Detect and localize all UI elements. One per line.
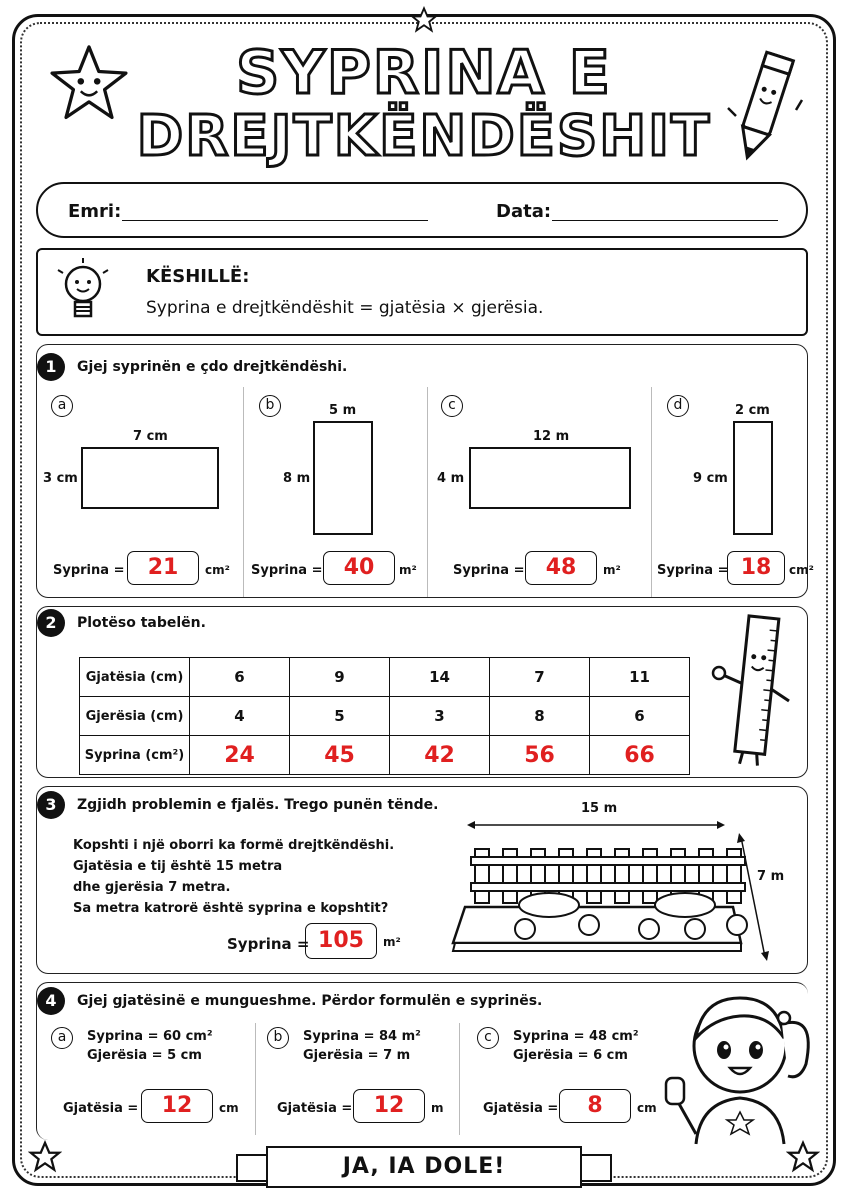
item-info: [513, 1027, 639, 1065]
section-instruction: Plotëso tabelën.: [77, 615, 206, 631]
section-instruction: Gjej syprinën e çdo drejtkëndëshi.: [77, 359, 348, 375]
problem-line: Gjatësia e tij është 15 metra: [73, 859, 283, 874]
table-cell: 11: [590, 658, 690, 697]
star-icon: [410, 6, 438, 34]
divider: [651, 387, 652, 597]
table-row: [80, 697, 690, 736]
table-row: [80, 736, 690, 775]
item-letter: b: [259, 395, 281, 417]
table-row: [80, 658, 690, 697]
problem-text: [73, 835, 394, 919]
section-instruction: Zgjidh problemin e fjalës. Trego punën tënde.: [77, 797, 439, 813]
unit: cm²: [205, 563, 230, 577]
item-letter: a: [51, 395, 73, 417]
item-info: [303, 1027, 421, 1065]
rectangle: [313, 421, 373, 535]
table-cell: 7: [490, 658, 590, 697]
rect-length: 12 m: [533, 429, 570, 444]
area-given: Syprina = 48 cm²: [513, 1029, 639, 1044]
unit: m²: [603, 563, 621, 577]
date-label: Data:: [496, 201, 552, 222]
garden-length: 15 m: [581, 801, 618, 816]
divider: [427, 387, 428, 597]
problem-line: Kopshti i një oborri ka formë drejtkëndëshi.: [73, 838, 395, 853]
item-letter: a: [51, 1027, 73, 1049]
area-label: Syprina =: [453, 563, 525, 578]
item-letter: b: [267, 1027, 289, 1049]
area-label: Syprina =: [227, 935, 310, 953]
section-1: [36, 344, 814, 598]
section-2: [36, 606, 808, 778]
width-given: Gjerësia = 6 cm: [513, 1048, 628, 1063]
unit: cm: [219, 1101, 239, 1115]
divider: [255, 1023, 256, 1135]
section-number: 3: [37, 791, 65, 819]
name-label: Emri:: [68, 201, 122, 222]
item-letter: c: [477, 1027, 499, 1049]
rect-width: 4 m: [437, 471, 465, 486]
area-label: Syprina =: [657, 563, 729, 578]
row-header: Gjatësia (cm): [80, 658, 190, 697]
table-cell: 6: [190, 658, 290, 697]
garden-width: 7 m: [757, 869, 785, 884]
garden-icon: [441, 817, 781, 967]
tip-title: KËSHILLË:: [146, 266, 250, 287]
rect-length: 2 cm: [735, 403, 770, 418]
answer-box[interactable]: 48: [525, 551, 597, 585]
answer-cell[interactable]: 24: [190, 736, 290, 775]
divider: [243, 387, 244, 597]
area-given: Syprina = 60 cm²: [87, 1029, 213, 1044]
unit: cm²: [789, 563, 814, 577]
rect-length: 7 cm: [133, 429, 168, 444]
rect-length: 5 m: [329, 403, 357, 418]
rect-width: 8 m: [283, 471, 311, 486]
answer-box[interactable]: 12: [141, 1089, 213, 1123]
section-number: 4: [37, 987, 65, 1015]
page-title-line2: DREJTKËNDËSHIT: [136, 104, 712, 169]
unit: m²: [399, 563, 417, 577]
table-cell: 9: [290, 658, 390, 697]
table-cell: 8: [490, 697, 590, 736]
area-given: Syprina = 84 m²: [303, 1029, 421, 1044]
answer-box[interactable]: 18: [727, 551, 785, 585]
problem-line: Sa metra katrorë është syprina e kopshtit?: [73, 901, 389, 916]
star-icon: [786, 1140, 820, 1174]
area-table: [79, 657, 690, 775]
area-label: Syprina =: [251, 563, 323, 578]
answer-cell[interactable]: 66: [590, 736, 690, 775]
rect-width: 9 cm: [693, 471, 728, 486]
page-title-line1: SYPRINA E: [236, 38, 612, 108]
answer-box[interactable]: 12: [353, 1089, 425, 1123]
section-instruction: Gjej gjatësinë e mungueshme. Përdor formulën e syprinës.: [77, 993, 543, 1009]
divider: [459, 1023, 460, 1135]
unit: cm: [637, 1101, 657, 1115]
row-header: Gjerësia (cm): [80, 697, 190, 736]
section-number: 1: [37, 353, 65, 381]
lightbulb-icon: [52, 256, 114, 332]
answer-box[interactable]: 40: [323, 551, 395, 585]
banner: JA, IA DOLE!: [266, 1146, 582, 1188]
table-cell: 4: [190, 697, 290, 736]
width-given: Gjerësia = 5 cm: [87, 1048, 202, 1063]
tip-text: Syprina e drejtkëndëshit = gjatësia × gjerësia.: [146, 298, 544, 318]
name-field[interactable]: [122, 220, 428, 221]
rectangle: [469, 447, 631, 509]
section-number: 2: [37, 609, 65, 637]
length-label: Gjatësia =: [63, 1101, 139, 1116]
table-cell: 6: [590, 697, 690, 736]
answer-cell[interactable]: 45: [290, 736, 390, 775]
date-field[interactable]: [552, 220, 778, 221]
width-given: Gjerësia = 7 m: [303, 1048, 411, 1063]
item-info: [87, 1027, 213, 1065]
tip-box: [36, 248, 808, 336]
table-cell: 14: [390, 658, 490, 697]
item-letter: c: [441, 395, 463, 417]
table-cell: 3: [390, 697, 490, 736]
name-date-box: [36, 182, 808, 238]
ruler-icon: [705, 613, 801, 773]
length-label: Gjatësia =: [483, 1101, 559, 1116]
answer-box[interactable]: 21: [127, 551, 199, 585]
row-header: Syprina (cm²): [80, 736, 190, 775]
star-icon: [28, 1140, 62, 1174]
answer-cell[interactable]: 56: [490, 736, 590, 775]
problem-line: dhe gjerësia 7 metra.: [73, 880, 231, 895]
answer-box[interactable]: 8: [559, 1089, 631, 1123]
unit: m: [431, 1101, 444, 1115]
table-cell: 5: [290, 697, 390, 736]
answer-box[interactable]: 105: [305, 923, 377, 959]
rectangle: [733, 421, 773, 535]
section-3: [36, 786, 808, 974]
rect-width: 3 cm: [43, 471, 78, 486]
girl-icon: [656, 984, 824, 1150]
area-label: Syprina =: [53, 563, 125, 578]
item-letter: d: [667, 395, 689, 417]
unit: m²: [383, 935, 401, 949]
length-label: Gjatësia =: [277, 1101, 353, 1116]
answer-cell[interactable]: 42: [390, 736, 490, 775]
rectangle: [81, 447, 219, 509]
